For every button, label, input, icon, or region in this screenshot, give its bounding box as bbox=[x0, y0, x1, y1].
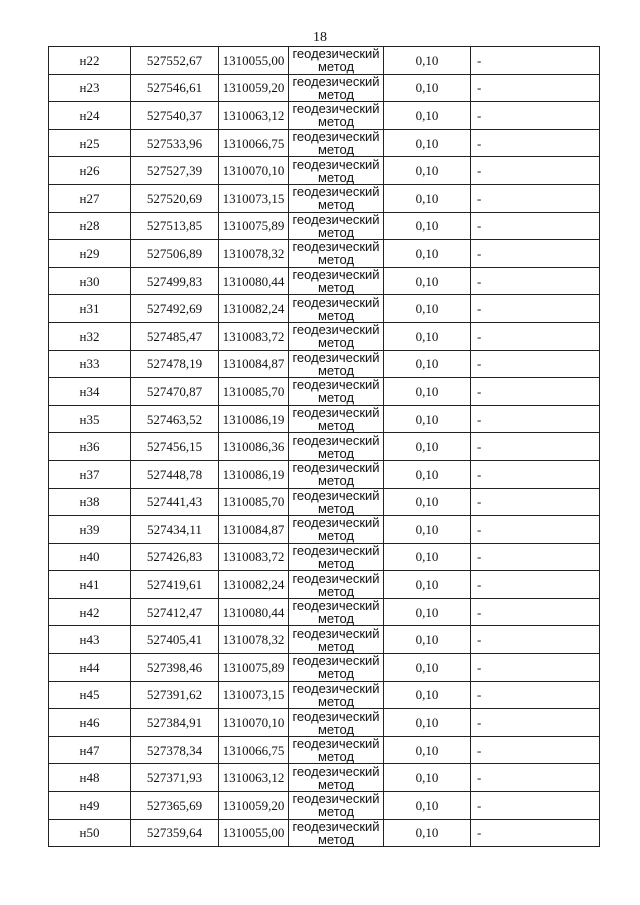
table-row bbox=[49, 102, 600, 130]
coordinates-table bbox=[48, 46, 600, 847]
note-cell: - bbox=[471, 350, 600, 378]
method-cell bbox=[289, 47, 384, 75]
method-line-1: геодезический bbox=[292, 736, 380, 752]
table-row bbox=[49, 322, 600, 350]
method-line-2: метод bbox=[317, 252, 355, 268]
method-line-1: геодезический bbox=[292, 625, 380, 641]
x-coordinate-cell: 527365,69 bbox=[131, 792, 219, 820]
table-row bbox=[49, 792, 600, 820]
note-cell: - bbox=[471, 736, 600, 764]
method-cell bbox=[289, 764, 384, 792]
x-coordinate-cell: 527378,34 bbox=[131, 736, 219, 764]
method-line-2: метод bbox=[317, 86, 355, 102]
y-coordinate-cell: 1310055,00 bbox=[219, 47, 289, 75]
y-coordinate-cell: 1310055,00 bbox=[219, 819, 289, 847]
table-row bbox=[49, 654, 600, 682]
method-line-2: метод bbox=[317, 721, 355, 737]
point-id-cell: н48 bbox=[49, 764, 131, 792]
y-coordinate-cell: 1310066,75 bbox=[219, 129, 289, 157]
method-line-2: метод bbox=[317, 445, 355, 461]
y-coordinate-cell: 1310078,32 bbox=[219, 626, 289, 654]
table-row bbox=[49, 516, 600, 544]
method-cell bbox=[289, 792, 384, 820]
x-coordinate-cell: 527456,15 bbox=[131, 433, 219, 461]
method-line-1: геодезический bbox=[292, 680, 380, 696]
y-coordinate-cell: 1310070,10 bbox=[219, 709, 289, 737]
point-id-cell: н25 bbox=[49, 129, 131, 157]
note-cell: - bbox=[471, 240, 600, 268]
point-id-cell: н42 bbox=[49, 598, 131, 626]
method-cell bbox=[289, 157, 384, 185]
y-coordinate-cell: 1310073,15 bbox=[219, 184, 289, 212]
point-id-cell: н46 bbox=[49, 709, 131, 737]
accuracy-cell: 0,10 bbox=[384, 598, 471, 626]
method-cell bbox=[289, 322, 384, 350]
method-cell bbox=[289, 460, 384, 488]
table-row bbox=[49, 129, 600, 157]
x-coordinate-cell: 527533,96 bbox=[131, 129, 219, 157]
point-id-cell: н28 bbox=[49, 212, 131, 240]
point-id-cell: н31 bbox=[49, 295, 131, 323]
method-line-1: геодезический bbox=[292, 129, 380, 145]
method-cell bbox=[289, 295, 384, 323]
page-number: 18 bbox=[313, 30, 327, 45]
x-coordinate-cell: 527448,78 bbox=[131, 460, 219, 488]
note-cell: - bbox=[471, 212, 600, 240]
x-coordinate-cell: 527391,62 bbox=[131, 681, 219, 709]
point-id-cell: н29 bbox=[49, 240, 131, 268]
y-coordinate-cell: 1310082,24 bbox=[219, 295, 289, 323]
note-cell: - bbox=[471, 764, 600, 792]
method-cell bbox=[289, 405, 384, 433]
point-id-cell: н36 bbox=[49, 433, 131, 461]
y-coordinate-cell: 1310075,89 bbox=[219, 212, 289, 240]
note-cell: - bbox=[471, 681, 600, 709]
point-id-cell: н50 bbox=[49, 819, 131, 847]
point-id-cell: н37 bbox=[49, 460, 131, 488]
method-line-1: геодезический bbox=[292, 487, 380, 503]
x-coordinate-cell: 527398,46 bbox=[131, 654, 219, 682]
accuracy-cell: 0,10 bbox=[384, 47, 471, 75]
table-row bbox=[49, 571, 600, 599]
x-coordinate-cell: 527434,11 bbox=[131, 516, 219, 544]
method-line-1: геодезический bbox=[292, 46, 380, 62]
method-line-1: геодезический bbox=[292, 377, 380, 393]
method-line-2: метод bbox=[317, 224, 355, 240]
x-coordinate-cell: 527527,39 bbox=[131, 157, 219, 185]
x-coordinate-cell: 527485,47 bbox=[131, 322, 219, 350]
point-id-cell: н34 bbox=[49, 378, 131, 406]
accuracy-cell: 0,10 bbox=[384, 681, 471, 709]
method-line-2: метод bbox=[317, 500, 355, 516]
point-id-cell: н41 bbox=[49, 571, 131, 599]
method-line-2: метод bbox=[317, 804, 355, 820]
method-line-1: геодезический bbox=[292, 653, 380, 669]
note-cell: - bbox=[471, 598, 600, 626]
y-coordinate-cell: 1310066,75 bbox=[219, 736, 289, 764]
method-line-1: геодезический bbox=[292, 267, 380, 283]
method-cell bbox=[289, 736, 384, 764]
point-id-cell: н44 bbox=[49, 654, 131, 682]
method-line-2: метод bbox=[317, 776, 355, 792]
method-line-1: геодезический bbox=[292, 156, 380, 172]
note-cell: - bbox=[471, 184, 600, 212]
x-coordinate-cell: 527463,52 bbox=[131, 405, 219, 433]
method-cell bbox=[289, 240, 384, 268]
method-line-1: геодезический bbox=[292, 322, 380, 338]
note-cell: - bbox=[471, 654, 600, 682]
method-line-2: метод bbox=[317, 555, 355, 571]
x-coordinate-cell: 527546,61 bbox=[131, 74, 219, 102]
accuracy-cell: 0,10 bbox=[384, 240, 471, 268]
y-coordinate-cell: 1310059,20 bbox=[219, 792, 289, 820]
method-line-2: метод bbox=[317, 831, 355, 847]
accuracy-cell: 0,10 bbox=[384, 571, 471, 599]
y-coordinate-cell: 1310086,19 bbox=[219, 460, 289, 488]
note-cell: - bbox=[471, 819, 600, 847]
method-line-1: геодезический bbox=[292, 239, 380, 255]
table-row bbox=[49, 240, 600, 268]
y-coordinate-cell: 1310078,32 bbox=[219, 240, 289, 268]
accuracy-cell: 0,10 bbox=[384, 819, 471, 847]
x-coordinate-cell: 527470,87 bbox=[131, 378, 219, 406]
method-cell bbox=[289, 184, 384, 212]
method-line-1: геодезический bbox=[292, 515, 380, 531]
method-cell bbox=[289, 543, 384, 571]
point-id-cell: н22 bbox=[49, 47, 131, 75]
point-id-cell: н32 bbox=[49, 322, 131, 350]
note-cell: - bbox=[471, 102, 600, 130]
table-row bbox=[49, 736, 600, 764]
table-row bbox=[49, 212, 600, 240]
method-line-2: метод bbox=[317, 666, 355, 682]
method-cell bbox=[289, 598, 384, 626]
y-coordinate-cell: 1310085,70 bbox=[219, 488, 289, 516]
x-coordinate-cell: 527371,93 bbox=[131, 764, 219, 792]
y-coordinate-cell: 1310073,15 bbox=[219, 681, 289, 709]
method-line-2: метод bbox=[317, 280, 355, 296]
method-line-1: геодезический bbox=[292, 349, 380, 365]
method-line-2: метод bbox=[317, 335, 355, 351]
method-line-2: метод bbox=[317, 142, 355, 158]
accuracy-cell: 0,10 bbox=[384, 157, 471, 185]
method-line-1: геодезический bbox=[292, 791, 380, 807]
method-line-1: геодезический bbox=[292, 294, 380, 310]
y-coordinate-cell: 1310084,87 bbox=[219, 350, 289, 378]
method-line-2: метод bbox=[317, 362, 355, 378]
accuracy-cell: 0,10 bbox=[384, 736, 471, 764]
method-line-2: метод bbox=[317, 114, 355, 130]
method-line-2: метод bbox=[317, 638, 355, 654]
table-row bbox=[49, 543, 600, 571]
table-row bbox=[49, 184, 600, 212]
table-row bbox=[49, 488, 600, 516]
method-line-2: метод bbox=[317, 528, 355, 544]
x-coordinate-cell: 527478,19 bbox=[131, 350, 219, 378]
point-id-cell: н24 bbox=[49, 102, 131, 130]
point-id-cell: н33 bbox=[49, 350, 131, 378]
method-cell bbox=[289, 626, 384, 654]
method-line-2: метод bbox=[317, 307, 355, 323]
accuracy-cell: 0,10 bbox=[384, 460, 471, 488]
accuracy-cell: 0,10 bbox=[384, 184, 471, 212]
point-id-cell: н23 bbox=[49, 74, 131, 102]
method-line-1: геодезический bbox=[292, 708, 380, 724]
y-coordinate-cell: 1310084,87 bbox=[219, 516, 289, 544]
coordinates-table-body bbox=[49, 47, 600, 847]
y-coordinate-cell: 1310085,70 bbox=[219, 378, 289, 406]
method-cell bbox=[289, 129, 384, 157]
point-id-cell: н26 bbox=[49, 157, 131, 185]
x-coordinate-cell: 527520,69 bbox=[131, 184, 219, 212]
method-cell bbox=[289, 516, 384, 544]
x-coordinate-cell: 527513,85 bbox=[131, 212, 219, 240]
method-cell bbox=[289, 378, 384, 406]
note-cell: - bbox=[471, 267, 600, 295]
note-cell: - bbox=[471, 378, 600, 406]
accuracy-cell: 0,10 bbox=[384, 350, 471, 378]
method-line-2: метод bbox=[317, 169, 355, 185]
table-row bbox=[49, 681, 600, 709]
table-row bbox=[49, 295, 600, 323]
note-cell: - bbox=[471, 129, 600, 157]
table-row bbox=[49, 460, 600, 488]
method-line-1: геодезический bbox=[292, 763, 380, 779]
method-line-1: геодезический bbox=[292, 211, 380, 227]
method-line-1: геодезический bbox=[292, 405, 380, 421]
x-coordinate-cell: 527552,67 bbox=[131, 47, 219, 75]
accuracy-cell: 0,10 bbox=[384, 543, 471, 571]
accuracy-cell: 0,10 bbox=[384, 295, 471, 323]
table-row bbox=[49, 267, 600, 295]
accuracy-cell: 0,10 bbox=[384, 654, 471, 682]
method-cell bbox=[289, 819, 384, 847]
table-row bbox=[49, 764, 600, 792]
y-coordinate-cell: 1310086,19 bbox=[219, 405, 289, 433]
y-coordinate-cell: 1310083,72 bbox=[219, 543, 289, 571]
accuracy-cell: 0,10 bbox=[384, 516, 471, 544]
accuracy-cell: 0,10 bbox=[384, 102, 471, 130]
method-line-2: метод bbox=[317, 197, 355, 213]
note-cell: - bbox=[471, 322, 600, 350]
y-coordinate-cell: 1310070,10 bbox=[219, 157, 289, 185]
accuracy-cell: 0,10 bbox=[384, 129, 471, 157]
x-coordinate-cell: 527426,83 bbox=[131, 543, 219, 571]
note-cell: - bbox=[471, 74, 600, 102]
accuracy-cell: 0,10 bbox=[384, 405, 471, 433]
note-cell: - bbox=[471, 626, 600, 654]
note-cell: - bbox=[471, 488, 600, 516]
y-coordinate-cell: 1310059,20 bbox=[219, 74, 289, 102]
note-cell: - bbox=[471, 433, 600, 461]
x-coordinate-cell: 527419,61 bbox=[131, 571, 219, 599]
note-cell: - bbox=[471, 405, 600, 433]
point-id-cell: н40 bbox=[49, 543, 131, 571]
y-coordinate-cell: 1310080,44 bbox=[219, 598, 289, 626]
accuracy-cell: 0,10 bbox=[384, 488, 471, 516]
accuracy-cell: 0,10 bbox=[384, 792, 471, 820]
x-coordinate-cell: 527540,37 bbox=[131, 102, 219, 130]
point-id-cell: н30 bbox=[49, 267, 131, 295]
method-line-1: геодезический bbox=[292, 598, 380, 614]
method-line-2: метод bbox=[317, 418, 355, 434]
method-line-2: метод bbox=[317, 749, 355, 765]
table-row bbox=[49, 598, 600, 626]
method-line-1: геодезический bbox=[292, 101, 380, 117]
table-row bbox=[49, 350, 600, 378]
method-cell bbox=[289, 571, 384, 599]
x-coordinate-cell: 527412,47 bbox=[131, 598, 219, 626]
table-row bbox=[49, 709, 600, 737]
method-line-2: метод bbox=[317, 59, 355, 75]
accuracy-cell: 0,10 bbox=[384, 433, 471, 461]
y-coordinate-cell: 1310082,24 bbox=[219, 571, 289, 599]
method-cell bbox=[289, 709, 384, 737]
table-row bbox=[49, 405, 600, 433]
note-cell: - bbox=[471, 516, 600, 544]
method-cell bbox=[289, 488, 384, 516]
accuracy-cell: 0,10 bbox=[384, 626, 471, 654]
x-coordinate-cell: 527492,69 bbox=[131, 295, 219, 323]
method-cell bbox=[289, 433, 384, 461]
method-line-1: геодезический bbox=[292, 460, 380, 476]
y-coordinate-cell: 1310063,12 bbox=[219, 764, 289, 792]
method-line-2: метод bbox=[317, 611, 355, 627]
point-id-cell: н47 bbox=[49, 736, 131, 764]
accuracy-cell: 0,10 bbox=[384, 74, 471, 102]
x-coordinate-cell: 527405,41 bbox=[131, 626, 219, 654]
point-id-cell: н43 bbox=[49, 626, 131, 654]
method-cell bbox=[289, 681, 384, 709]
point-id-cell: н45 bbox=[49, 681, 131, 709]
note-cell: - bbox=[471, 792, 600, 820]
note-cell: - bbox=[471, 157, 600, 185]
x-coordinate-cell: 527441,43 bbox=[131, 488, 219, 516]
method-line-1: геодезический bbox=[292, 184, 380, 200]
method-line-1: геодезический bbox=[292, 570, 380, 586]
method-cell bbox=[289, 654, 384, 682]
x-coordinate-cell: 527384,91 bbox=[131, 709, 219, 737]
table-row bbox=[49, 74, 600, 102]
note-cell: - bbox=[471, 543, 600, 571]
method-cell bbox=[289, 212, 384, 240]
point-id-cell: н49 bbox=[49, 792, 131, 820]
y-coordinate-cell: 1310080,44 bbox=[219, 267, 289, 295]
method-cell bbox=[289, 102, 384, 130]
y-coordinate-cell: 1310063,12 bbox=[219, 102, 289, 130]
accuracy-cell: 0,10 bbox=[384, 322, 471, 350]
method-cell bbox=[289, 267, 384, 295]
table-row bbox=[49, 47, 600, 75]
method-line-2: метод bbox=[317, 473, 355, 489]
accuracy-cell: 0,10 bbox=[384, 212, 471, 240]
point-id-cell: н27 bbox=[49, 184, 131, 212]
method-line-2: метод bbox=[317, 693, 355, 709]
note-cell: - bbox=[471, 47, 600, 75]
method-line-2: метод bbox=[317, 583, 355, 599]
method-cell bbox=[289, 350, 384, 378]
y-coordinate-cell: 1310075,89 bbox=[219, 654, 289, 682]
table-row bbox=[49, 378, 600, 406]
point-id-cell: н38 bbox=[49, 488, 131, 516]
note-cell: - bbox=[471, 709, 600, 737]
table-row bbox=[49, 819, 600, 847]
accuracy-cell: 0,10 bbox=[384, 378, 471, 406]
table-row bbox=[49, 157, 600, 185]
method-line-1: геодезический bbox=[292, 542, 380, 558]
y-coordinate-cell: 1310086,36 bbox=[219, 433, 289, 461]
note-cell: - bbox=[471, 295, 600, 323]
method-line-1: геодезический bbox=[292, 432, 380, 448]
table-row bbox=[49, 626, 600, 654]
x-coordinate-cell: 527499,83 bbox=[131, 267, 219, 295]
accuracy-cell: 0,10 bbox=[384, 764, 471, 792]
method-line-2: метод bbox=[317, 390, 355, 406]
method-line-1: геодезический bbox=[292, 818, 380, 834]
y-coordinate-cell: 1310083,72 bbox=[219, 322, 289, 350]
accuracy-cell: 0,10 bbox=[384, 267, 471, 295]
point-id-cell: н39 bbox=[49, 516, 131, 544]
method-cell bbox=[289, 74, 384, 102]
note-cell: - bbox=[471, 460, 600, 488]
accuracy-cell: 0,10 bbox=[384, 709, 471, 737]
x-coordinate-cell: 527506,89 bbox=[131, 240, 219, 268]
point-id-cell: н35 bbox=[49, 405, 131, 433]
x-coordinate-cell: 527359,64 bbox=[131, 819, 219, 847]
table-row bbox=[49, 433, 600, 461]
method-line-1: геодезический bbox=[292, 73, 380, 89]
note-cell: - bbox=[471, 571, 600, 599]
